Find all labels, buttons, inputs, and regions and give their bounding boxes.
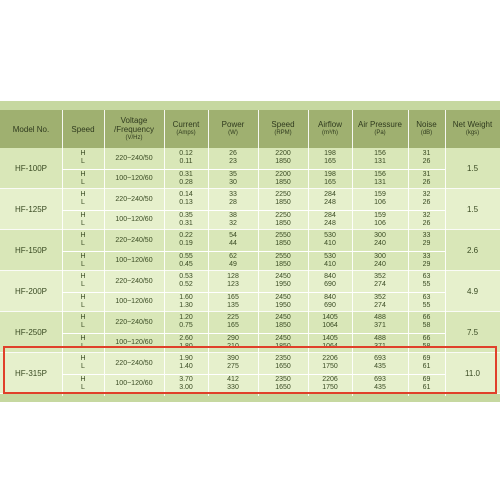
cell-pressure: 300 240 xyxy=(374,252,386,268)
cell-current: 1.20 0.75 xyxy=(179,314,193,329)
cell-speed: H L xyxy=(80,170,86,186)
cell-speed: H L xyxy=(80,334,86,350)
group-divider xyxy=(62,292,445,293)
cell-rpm: 2200 1850 xyxy=(275,150,291,165)
net-weight: 1.5 xyxy=(466,164,479,173)
cell-noise: 66 58 xyxy=(422,314,431,329)
cell-airflow: 2206 1750 xyxy=(322,375,338,391)
cell-rpm: 2550 1850 xyxy=(275,252,291,268)
cell-voltage: 100~120/60 xyxy=(115,298,153,306)
cell-rpm: 2350 1650 xyxy=(275,355,291,370)
net-weight: 4.9 xyxy=(466,287,479,296)
model-number: HF-200P xyxy=(14,287,47,296)
cell-current: 3.70 3.00 xyxy=(179,375,193,391)
cell-rpm: 2550 1850 xyxy=(275,232,291,247)
cell-speed: H L xyxy=(80,211,86,227)
cell-speed: H L xyxy=(80,355,86,370)
cell-noise: 63 55 xyxy=(422,293,431,309)
cell-power: 412 330 xyxy=(227,375,239,391)
model-number: HF-250P xyxy=(14,328,47,337)
model-number: HF-150P xyxy=(14,246,47,255)
net-weight: 2.6 xyxy=(466,246,479,255)
cell-airflow: 840 690 xyxy=(324,273,336,288)
cell-current: 0.14 0.13 xyxy=(179,191,193,206)
cell-voltage: 100~120/60 xyxy=(115,175,153,183)
group-divider xyxy=(62,210,445,211)
cell-airflow: 1405 1064 xyxy=(322,334,338,350)
cell-pressure: 488 371 xyxy=(374,334,386,350)
cell-current: 1.60 1.30 xyxy=(179,293,193,309)
cell-airflow: 1405 1064 xyxy=(322,314,338,329)
cell-airflow: 284 248 xyxy=(324,191,336,206)
cell-noise: 32 26 xyxy=(422,211,431,227)
cell-current: 1.90 1.40 xyxy=(179,355,193,370)
cell-noise: 32 26 xyxy=(422,191,431,206)
cell-pressure: 159 106 xyxy=(374,191,386,206)
cell-noise: 69 61 xyxy=(422,355,431,370)
cell-speed: H L xyxy=(80,252,86,268)
cell-speed: H L xyxy=(80,273,86,288)
cell-speed: H L xyxy=(80,150,86,165)
net-weight: 7.5 xyxy=(466,328,479,337)
cell-power: 165 135 xyxy=(227,293,239,309)
cell-pressure: 352 274 xyxy=(374,293,386,309)
cell-airflow: 198 165 xyxy=(324,170,336,186)
cell-pressure: 156 131 xyxy=(374,150,386,165)
cell-rpm: 2450 1950 xyxy=(275,273,291,288)
cell-pressure: 300 240 xyxy=(374,232,386,247)
cell-power: 26 23 xyxy=(229,150,237,165)
cell-voltage: 100~120/60 xyxy=(115,339,153,347)
cell-voltage: 100~120/60 xyxy=(115,216,153,224)
cell-power: 38 32 xyxy=(229,211,237,227)
cell-airflow: 198 165 xyxy=(324,150,336,165)
cell-current: 2.60 1.80 xyxy=(179,334,193,350)
cell-speed: H L xyxy=(80,232,86,247)
cell-current: 0.12 0.11 xyxy=(179,150,193,165)
cell-pressure: 693 435 xyxy=(374,375,386,391)
cell-speed: H L xyxy=(80,293,86,309)
cell-power: 35 30 xyxy=(229,170,237,186)
cell-pressure: 488 371 xyxy=(374,314,386,329)
header-pressure: Air Pressure (Pa) xyxy=(357,120,402,136)
cell-airflow: 284 248 xyxy=(324,211,336,227)
cell-power: 128 123 xyxy=(227,273,239,288)
cell-noise: 31 26 xyxy=(422,150,431,165)
group-divider xyxy=(62,169,445,170)
cell-power: 290 210 xyxy=(227,334,239,350)
cell-power: 225 165 xyxy=(227,314,239,329)
cell-power: 54 44 xyxy=(229,232,237,247)
cell-voltage: 100~120/60 xyxy=(115,380,153,388)
cell-noise: 63 55 xyxy=(422,273,431,288)
cell-pressure: 156 131 xyxy=(374,170,386,186)
cell-rpm: 2250 1850 xyxy=(275,191,291,206)
cell-voltage: 100~120/60 xyxy=(115,257,153,265)
cell-pressure: 159 106 xyxy=(374,211,386,227)
cell-voltage: 220~240/50 xyxy=(115,277,153,285)
header-current: Current (Amps) xyxy=(172,120,200,136)
header-voltage: Voltage /Frequency (V/Hz) xyxy=(113,115,155,141)
cell-voltage: 220~240/50 xyxy=(115,154,153,162)
cell-power: 62 49 xyxy=(229,252,237,268)
cell-voltage: 220~240/50 xyxy=(115,195,153,203)
cell-power: 390 275 xyxy=(227,355,239,370)
cell-current: 0.22 0.19 xyxy=(179,232,193,247)
header-noise: Noise (dB) xyxy=(416,120,437,136)
cell-speed: H L xyxy=(80,375,86,391)
cell-airflow: 2206 1750 xyxy=(322,355,338,370)
model-number: HF-315P xyxy=(14,369,47,378)
group-divider xyxy=(62,333,445,334)
model-number: HF-125P xyxy=(14,205,47,214)
cell-noise: 33 29 xyxy=(422,232,431,247)
cell-voltage: 220~240/50 xyxy=(115,359,153,367)
cell-rpm: 2450 1950 xyxy=(275,293,291,309)
cell-rpm: 2450 1850 xyxy=(275,314,291,329)
header-power: Power (W) xyxy=(221,120,245,136)
group-divider xyxy=(62,251,445,252)
header-airflow: Airflow (m³/h) xyxy=(317,120,342,136)
cell-noise: 66 58 xyxy=(422,334,431,350)
header-model: Model No. xyxy=(12,124,50,134)
cell-noise: 33 29 xyxy=(422,252,431,268)
cell-voltage: 220~240/50 xyxy=(115,236,153,244)
cell-current: 0.55 0.45 xyxy=(179,252,193,268)
cell-airflow: 840 690 xyxy=(324,293,336,309)
cell-voltage: 220~240/50 xyxy=(115,318,153,326)
header-rpm: Speed (RPM) xyxy=(271,120,295,136)
cell-pressure: 352 274 xyxy=(374,273,386,288)
cell-rpm: 2200 1850 xyxy=(275,170,291,186)
cell-current: 0.53 0.52 xyxy=(179,273,193,288)
cell-airflow: 530 410 xyxy=(324,232,336,247)
model-number: HF-100P xyxy=(14,164,47,173)
cell-noise: 31 26 xyxy=(422,170,431,186)
cell-power: 33 28 xyxy=(229,191,237,206)
header-speed: Speed xyxy=(71,124,95,134)
cell-current: 0.35 0.31 xyxy=(179,211,193,227)
cell-rpm: 2450 1850 xyxy=(275,334,291,350)
cell-pressure: 693 435 xyxy=(374,355,386,370)
cell-noise: 69 61 xyxy=(422,375,431,391)
cell-speed: H L xyxy=(80,314,86,329)
cell-rpm: 2250 1850 xyxy=(275,211,291,227)
net-weight: 1.5 xyxy=(466,205,479,214)
highlight-box xyxy=(3,346,497,394)
cell-airflow: 530 410 xyxy=(324,252,336,268)
cell-speed: H L xyxy=(80,191,86,206)
header-weight: Net Weight (kgs) xyxy=(452,120,493,136)
net-weight: 11.0 xyxy=(465,369,480,378)
cell-current: 0.31 0.28 xyxy=(179,170,193,186)
cell-rpm: 2350 1650 xyxy=(275,375,291,391)
